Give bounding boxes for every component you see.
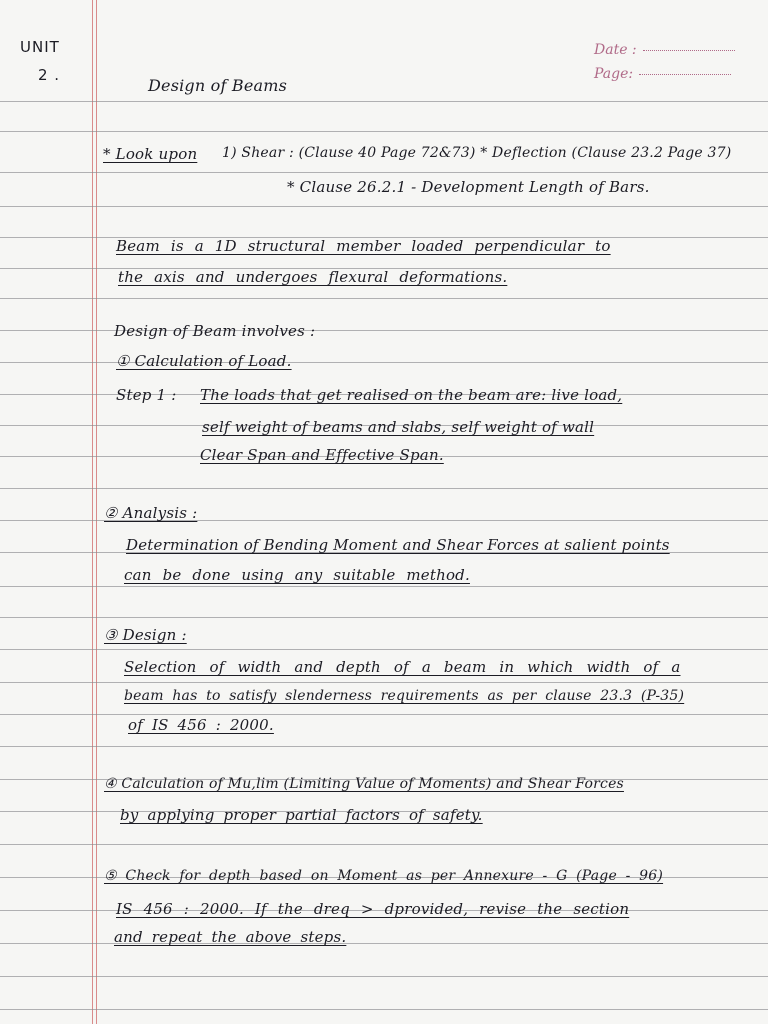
look-upon-clause: * Clause 26.2.1 - Development Length of Bars.	[287, 178, 650, 196]
check-depth-line-1: ⑤ Check for depth based on Moment as per Annexure - G (Page - 96)	[104, 868, 664, 884]
ruled-line	[0, 682, 768, 683]
margin-line-left	[92, 0, 93, 1024]
ruled-line	[0, 649, 768, 650]
ruled-line	[0, 206, 768, 207]
margin-line-left-inner	[96, 0, 97, 1024]
page-label: Page:	[594, 66, 634, 82]
analysis-line-2: can be done using any suitable method.	[124, 566, 470, 584]
ruled-line	[0, 298, 768, 299]
date-field	[594, 42, 735, 58]
design-line-1: Selection of width and depth of a beam in which width of a	[124, 658, 681, 676]
check-depth-line-3: and repeat the above steps.	[114, 928, 347, 946]
ruled-line	[0, 714, 768, 715]
design-line-3: of IS 456 : 2000.	[128, 716, 274, 734]
calc-mulim-line-2: by applying proper partial factors of safety.	[120, 806, 483, 824]
analysis-heading: ② Analysis :	[104, 504, 198, 522]
design-heading: ③ Design :	[104, 626, 187, 644]
step1-line-2: self weight of beams and slabs, self weight of wall	[202, 418, 595, 436]
definition-line-1: Beam is a 1D structural member loaded perpendicular to	[116, 237, 611, 255]
ruled-line	[0, 586, 768, 587]
step1-label: Step 1 :	[116, 386, 177, 404]
ruled-line	[0, 101, 768, 102]
calc-load-heading: ① Calculation of Load.	[116, 352, 292, 370]
ruled-line	[0, 746, 768, 747]
page-field	[594, 66, 731, 82]
ruled-line	[0, 172, 768, 173]
date-blank	[643, 50, 735, 51]
definition-line-2: the axis and undergoes flexural deformations.	[118, 268, 508, 286]
look-upon-lead: * Look upon	[103, 145, 198, 163]
ruled-line	[0, 131, 768, 132]
ruled-line	[0, 488, 768, 489]
ruled-line	[0, 976, 768, 977]
ruled-line	[0, 1009, 768, 1010]
calc-mulim-line-1: ④ Calculation of Mu,lim (Limiting Value of Moments) and Shear Forces	[104, 776, 624, 792]
analysis-line-1: Determination of Bending Moment and Shear Forces at salient points	[126, 536, 670, 554]
page-blank	[639, 74, 731, 75]
ruled-line	[0, 844, 768, 845]
design-involves: Design of Beam involves :	[114, 322, 316, 340]
unit-number: 2 .	[38, 66, 61, 84]
unit-label: UNIT	[20, 38, 60, 56]
page-title: Design of Beams	[148, 76, 288, 95]
ruled-line	[0, 617, 768, 618]
step1-line-3: Clear Span and Effective Span.	[200, 446, 444, 464]
check-depth-line-2: IS 456 : 2000. If the dreq > dprovided, revise the section	[116, 900, 630, 918]
design-line-2: beam has to satisfy slenderness requirements as per clause 23.3 (P-35)	[124, 688, 685, 704]
look-upon-shear: 1) Shear : (Clause 40 Page 72&73) * Deflection (Clause 23.2 Page 37)	[222, 145, 732, 161]
step1-line-1: The loads that get realised on the beam are: live load,	[200, 386, 623, 404]
date-label: Date :	[594, 42, 637, 58]
